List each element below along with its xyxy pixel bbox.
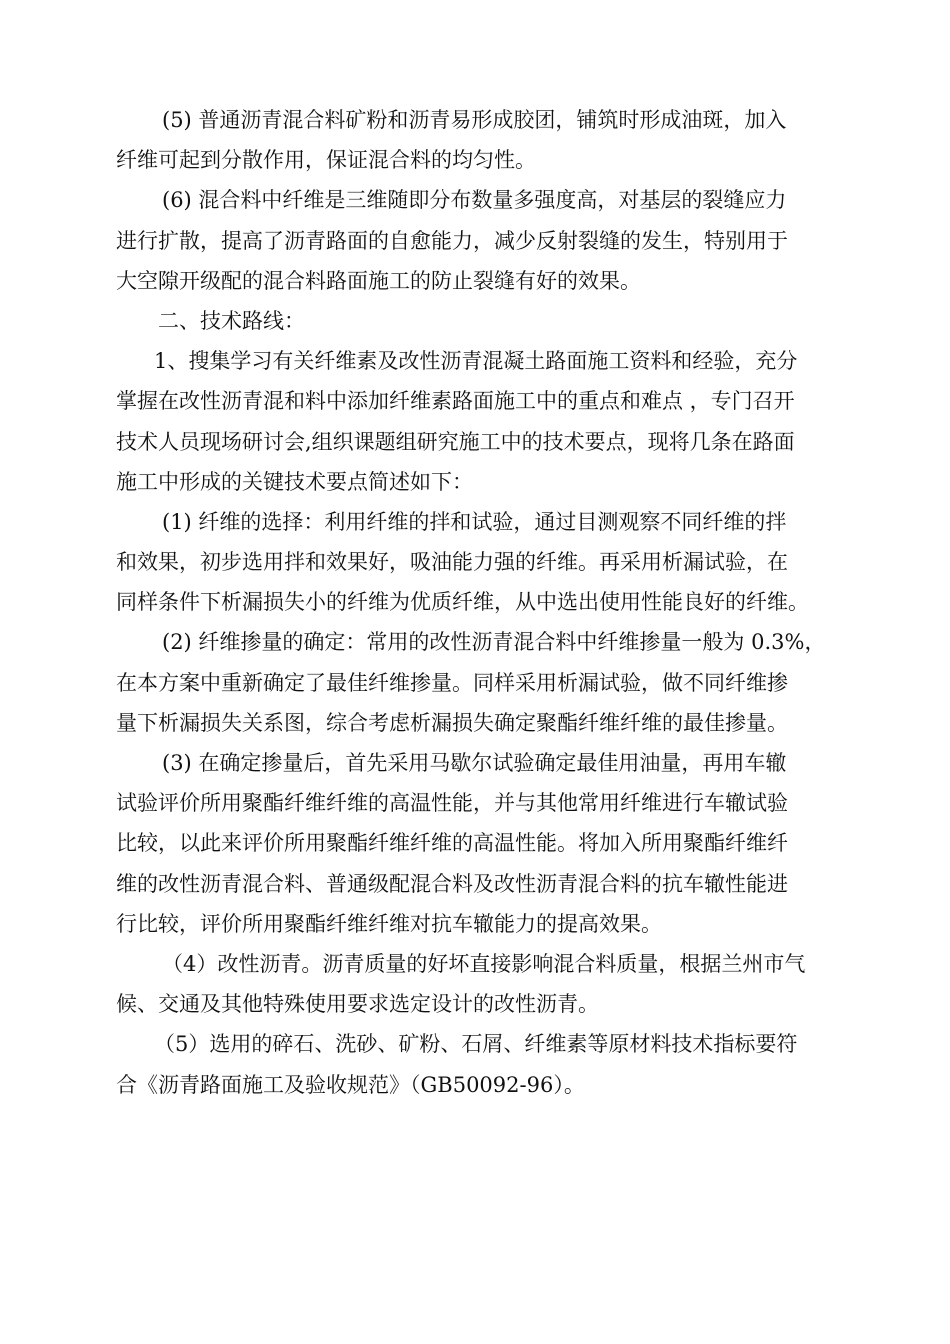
document-body — [116, 100, 840, 1105]
text-line: 纤维可起到分散作用，保证混合料的均匀性。 — [116, 148, 536, 173]
paragraph-point-5-materials — [116, 1024, 840, 1104]
text-line: 量下析漏损失关系图，综合考虑析漏损失确定聚酯纤维纤维的最佳掺量。 — [116, 710, 788, 735]
paragraph-point-2-fiber-dosage — [116, 622, 840, 743]
text-line: (3) 在确定掺量后，首先采用马歇尔试验确定最佳用油量，再用车辙 — [162, 751, 787, 775]
text-line: （5）选用的碎石、洗砂、矿粉、石屑、纤维素等原材料技术指标要符 — [154, 1032, 798, 1057]
text-line: 大空隙开级配的混合料路面施工的防止裂缝有好的效果。 — [116, 268, 641, 293]
text-line: 1、搜集学习有关纤维素及改性沥青混凝土路面施工资料和经验，充分 — [154, 349, 798, 374]
text-line: (1) 纤维的选择：利用纤维的拌和试验，通过目测观察不同纤维的拌 — [162, 509, 787, 534]
text-line: 进行扩散，提高了沥青路面的自愈能力，减少反射裂缝的发生，特别用于 — [116, 228, 788, 253]
paragraph-p5-dispersion — [116, 100, 840, 180]
text-line: 掌握在改性沥青混和料中添加纤维素路面施工中的重点和难点 ，专门召开 — [116, 389, 795, 414]
text-line: 和效果，初步选用拌和效果好，吸油能力强的纤维。再采用析漏试验，在 — [116, 550, 788, 575]
text-line: （4）改性沥青。沥青质量的好坏直接影响混合料质量，根据兰州市气 — [162, 951, 806, 976]
text-line: 合《沥青路面施工及验收规范》（GB50092-96）。 — [116, 1072, 585, 1097]
text-line: 施工中形成的关键技术要点简述如下： — [116, 469, 473, 494]
text-line: (2) 纤维掺量的确定：常用的改性沥青混合料中纤维掺量一般为 0.3%， — [162, 630, 826, 655]
paragraph-route-1 — [116, 341, 840, 502]
text-line: 在本方案中重新确定了最佳纤维掺量。同样采用析漏试验，做不同纤维掺 — [116, 670, 788, 695]
text-line: 二、技术路线： — [158, 308, 305, 333]
paragraph-point-1-fiber-selection — [116, 502, 840, 623]
paragraph-p6-crack — [116, 180, 840, 301]
text-line: 技术人员现场研讨会,组织课题组研究施工中的技术要点，现将几条在路面 — [116, 429, 795, 454]
paragraph-point-4-modified-asphalt — [116, 944, 840, 1024]
text-line: 比较，以此来评价所用聚酯纤维纤维的高温性能。将加入所用聚酯纤维纤 — [116, 831, 788, 856]
paragraph-point-3-rutting — [116, 743, 840, 944]
text-line: (6) 混合料中纤维是三维随即分布数量多强度高，对基层的裂缝应力 — [162, 188, 787, 213]
text-line: 行比较，评价所用聚酯纤维纤维对抗车辙能力的提高效果。 — [116, 911, 662, 936]
text-line: 试验评价所用聚酯纤维纤维的高温性能，并与其他常用纤维进行车辙试验 — [116, 791, 788, 816]
paragraph-section-2-heading — [116, 301, 840, 341]
text-line: 同样条件下析漏损失小的纤维为优质纤维，从中选出使用性能良好的纤维。 — [116, 590, 809, 615]
text-line: (5) 普通沥青混合料矿粉和沥青易形成胶团，铺筑时形成油斑，加入 — [162, 108, 787, 132]
text-line: 候、交通及其他特殊使用要求选定设计的改性沥青。 — [116, 992, 599, 1017]
text-line: 维的改性沥青混合料、普通级配混合料及改性沥青混合料的抗车辙性能进 — [116, 871, 788, 896]
